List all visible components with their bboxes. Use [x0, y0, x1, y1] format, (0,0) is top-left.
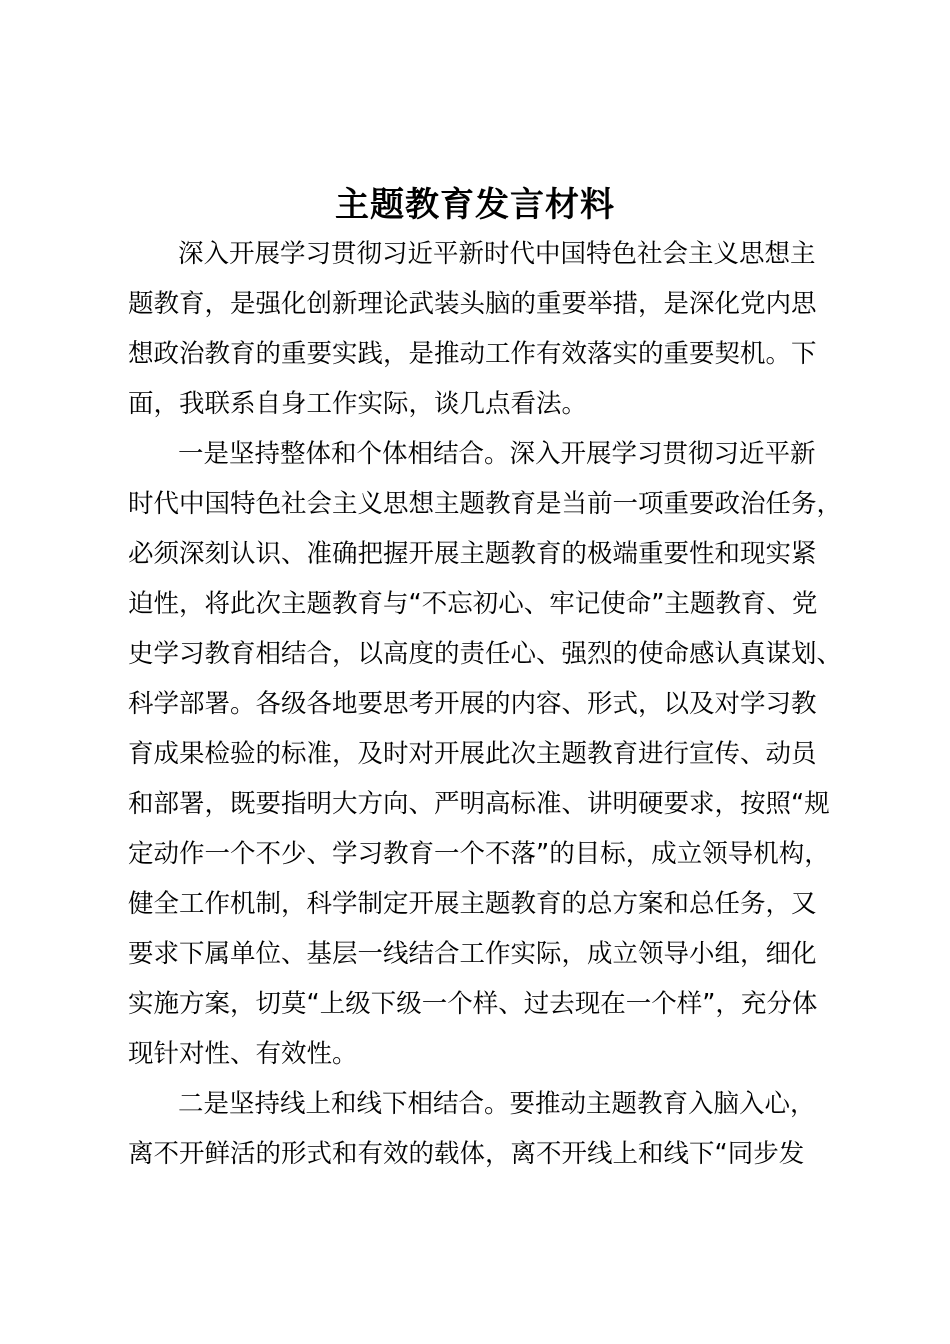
- paragraph-3-line-1: 二是坚持线上和线下相结合。要推动主题教育入脑入心，: [178, 1089, 816, 1119]
- paragraph-2-line-10: 健全工作机制，科学制定开展主题教育的总方案和总任务，又: [128, 889, 817, 919]
- paragraph-2-line-7: 育成果检验的标准，及时对开展此次主题教育进行宣传、动员: [128, 739, 817, 769]
- paragraph-3-line-2: 离不开鲜活的形式和有效的载体，离不开线上和线下“同步发: [128, 1139, 805, 1169]
- paragraph-2-line-1: 一是坚持整体和个体相结合。深入开展学习贯彻习近平新: [178, 439, 816, 469]
- paragraph-2-line-12: 实施方案，切莫“上级下级一个样、过去现在一个样”，充分体: [128, 989, 818, 1019]
- paragraph-2-line-11: 要求下属单位、基层一线结合工作实际，成立领导小组，细化: [128, 939, 817, 969]
- paragraph-2-line-6: 科学部署。各级各地要思考开展的内容、形式，以及对学习教: [128, 689, 817, 719]
- paragraph-1-line-1: 深入开展学习贯彻习近平新时代中国特色社会主义思想主: [178, 239, 816, 269]
- paragraph-2-line-8: 和部署，既要指明大方向、严明高标准、讲明硬要求，按照“规: [128, 789, 830, 819]
- paragraph-2-line-4: 迫性，将此次主题教育与“不忘初心、牢记使命”主题教育、党: [128, 589, 818, 619]
- document-title: 主题教育发言材料: [335, 185, 615, 225]
- paragraph-2-line-3: 必须深刻认识、准确把握开展主题教育的极端重要性和现实紧: [128, 539, 817, 569]
- paragraph-1-line-2: 题教育，是强化创新理论武装头脑的重要举措，是深化党内思: [128, 289, 817, 319]
- paragraph-1-line-3: 想政治教育的重要实践，是推动工作有效落实的重要契机。下: [128, 339, 817, 369]
- paragraph-2-line-9: 定动作一个不少、学习教育一个不落”的目标，成立领导机构，: [128, 839, 830, 869]
- paragraph-2-line-13: 现针对性、有效性。: [128, 1039, 358, 1069]
- paragraph-1-line-4: 面，我联系自身工作实际，谈几点看法。: [128, 389, 588, 419]
- paragraph-2-line-2: 时代中国特色社会主义思想主题教育是当前一项重要政治任务，: [128, 489, 843, 519]
- paragraph-2-line-5: 史学习教育相结合，以高度的责任心、强烈的使命感认真谋划、: [128, 639, 843, 669]
